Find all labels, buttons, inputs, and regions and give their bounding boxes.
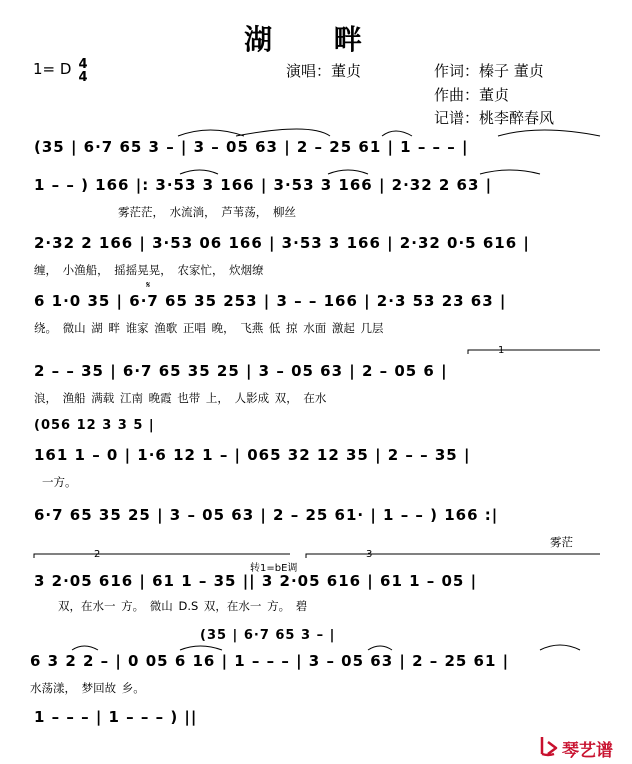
lyric-row-11: 水荡漾， 梦回故 乡。 — [30, 681, 145, 695]
score-row-4: 6 1·0 35 | 6·7 65 35 253 | 3 – – 166 | 2·3 53 23 63 | — [34, 292, 507, 310]
score-row-8: 6·7 65 35 25 | 3 – 05 63 | 2 – 25 61· | 1 – – ) 166 :| — [34, 506, 499, 524]
transcriber-credit: 记谱：桃李醉春风 — [434, 109, 555, 127]
lyric-row-3: 缠， 小渔船， 摇摇晃晃， 农家忙， 炊烟缭 — [34, 263, 264, 277]
score-row-2: 1 – – ) 166 |: 3·53 3 166 | 3·53 3 166 | 2·32 2 63 | — [34, 176, 493, 194]
singer-credit: 演唱：董贞 — [286, 62, 362, 80]
volta-label-3: 3 — [366, 549, 373, 560]
volta-label-2: 2 — [94, 549, 101, 560]
score-row-3: 2·32 2 166 | 3·53 06 166 | 3·53 3 166 | 2·32 0·5 616 | — [34, 234, 530, 252]
lyric-row-2: 雾茫茫， 水流淌， 芦苇荡， 柳丝 — [118, 205, 296, 219]
volta-label-1: 1 — [498, 345, 505, 356]
score-row-9: 3 2·05 616 | 61 1 – 35 || 3 2·05 616 | 61 1 – 05 | — [34, 572, 478, 590]
logo-text: 琴艺谱 — [562, 741, 613, 761]
lyric-row-5: 浪， 渔船 满载 江南 晚霞 也带 上， 人影成 双， 在水 — [34, 391, 327, 405]
time-signature-top: 4 — [78, 57, 88, 72]
time-signature-bottom: 4 — [78, 70, 88, 85]
lyric-row-7: 一方。 — [42, 475, 77, 489]
key-signature: 1= D — [33, 60, 72, 78]
score-row-10: (35 | 6·7 65 3 – | — [200, 628, 336, 643]
score-row-6: (056 12 3 3 5 | — [34, 418, 155, 433]
composer-credit: 作曲：董贞 — [434, 86, 510, 104]
site-logo[interactable] — [538, 734, 626, 760]
lyric-row-9: 双，在水一 方。 微山 D.S 双，在水一 方。 碧 — [58, 599, 308, 613]
lyricist-credit: 作词：榛子 董贞 — [434, 62, 544, 80]
score-row-5: 2 – – 35 | 6·7 65 35 25 | 3 – 05 63 | 2 – 05 6 | — [34, 362, 448, 380]
key-change-mark: 转1=bE调 — [250, 563, 298, 574]
music-note-icon — [538, 734, 560, 758]
lyric-row-4: 绕。 微山 湖 畔 谁家 渔歌 正唱 晚， 飞燕 低 掠 水面 激起 几层 — [34, 321, 384, 335]
score-row-7: 161 1 – 0 | 1·6 12 1 – | 065 32 12 35 | 2 – – 35 | — [34, 446, 471, 464]
score-row-12: 1 – – – | 1 – – – ) || — [34, 708, 198, 726]
page-title: 湖 畔 — [244, 23, 388, 56]
score-row-1: (35 | 6·7 65 3 – | 3 – 05 63 | 2 – 25 61 | 1 – – – | — [34, 138, 469, 156]
score-row-11: 6 3 2 2 – | 0 05 6 16 | 1 – – – | 3 – 05 63 | 2 – 25 61 | — [30, 652, 510, 670]
lyric-row-8: 雾茫 — [550, 535, 573, 549]
segno-mark: 𝄋 — [146, 280, 151, 291]
